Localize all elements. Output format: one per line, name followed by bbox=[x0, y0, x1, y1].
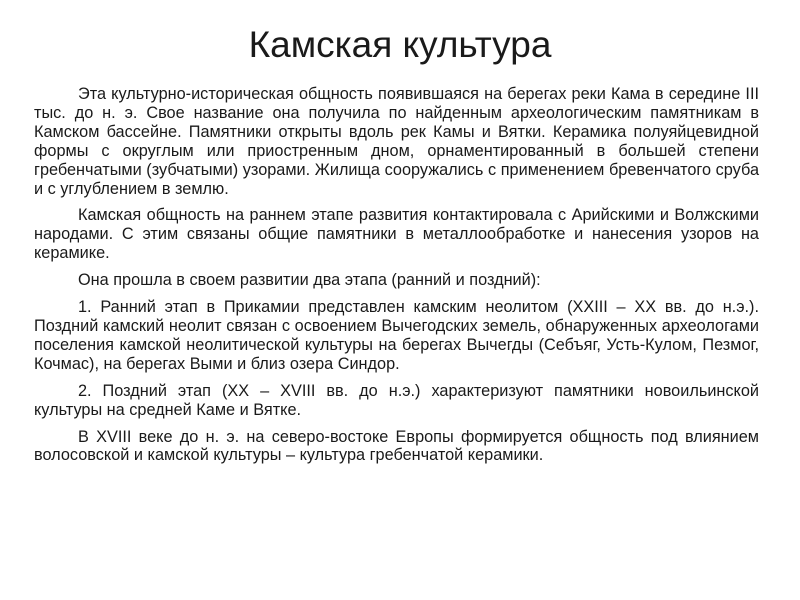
paragraph-late-stage: 2. Поздний этап (XX – XVIII вв. до н.э.) характеризуют памятники новоильинской культуры на средней Каме и Вятке. bbox=[34, 381, 759, 419]
paragraph-stages: Она прошла в своем развитии два этапа (ранний и поздний): bbox=[78, 271, 541, 290]
paragraph-conclusion: В XVIII веке до н. э. на северо-востоке Европы формируется общность под влиянием волосовской и камской культуры – культура гребенчатой керамики. bbox=[34, 427, 759, 465]
slide-body bbox=[34, 85, 759, 465]
paragraph-early-stage: 1. Ранний этап в Прикамии представлен камским неолитом (XXIII – XX вв. до н.э.). Поздний камский неолит связан с освоением Вычегодских земель, обнаруженных археологами поселения камской неолитической культуры на берегах Вычегды (Себъяг, Усть-Кулом, Пезмог, Кочмас), на берегах Выми и близ озера Синдор. bbox=[34, 298, 759, 373]
slide-title: Камская культура bbox=[248, 24, 552, 65]
paragraph-contacts: Камская общность на раннем этапе развития контактировала с Арийскими и Волжскими народами. С этим связаны общие памятники в металлообработке и нанесения узоров на керамике. bbox=[34, 206, 759, 263]
paragraph-intro: Эта культурно-историческая общность появившаяся на берегах реки Кама в середине III тыс. до н. э. Свое название она получила по найденным археологическим памятникам в Камском бассейне. Памятники открыты вдоль рек Камы и Вятки. Керамика полуяйцевидной формы с округлым или приостренным дном, орнаментированный в большей степени гребенчатыми (зубчатыми) узорами. Жилища сооружались с применением бревенчатого сруба и с углублением в землю. bbox=[34, 85, 759, 198]
